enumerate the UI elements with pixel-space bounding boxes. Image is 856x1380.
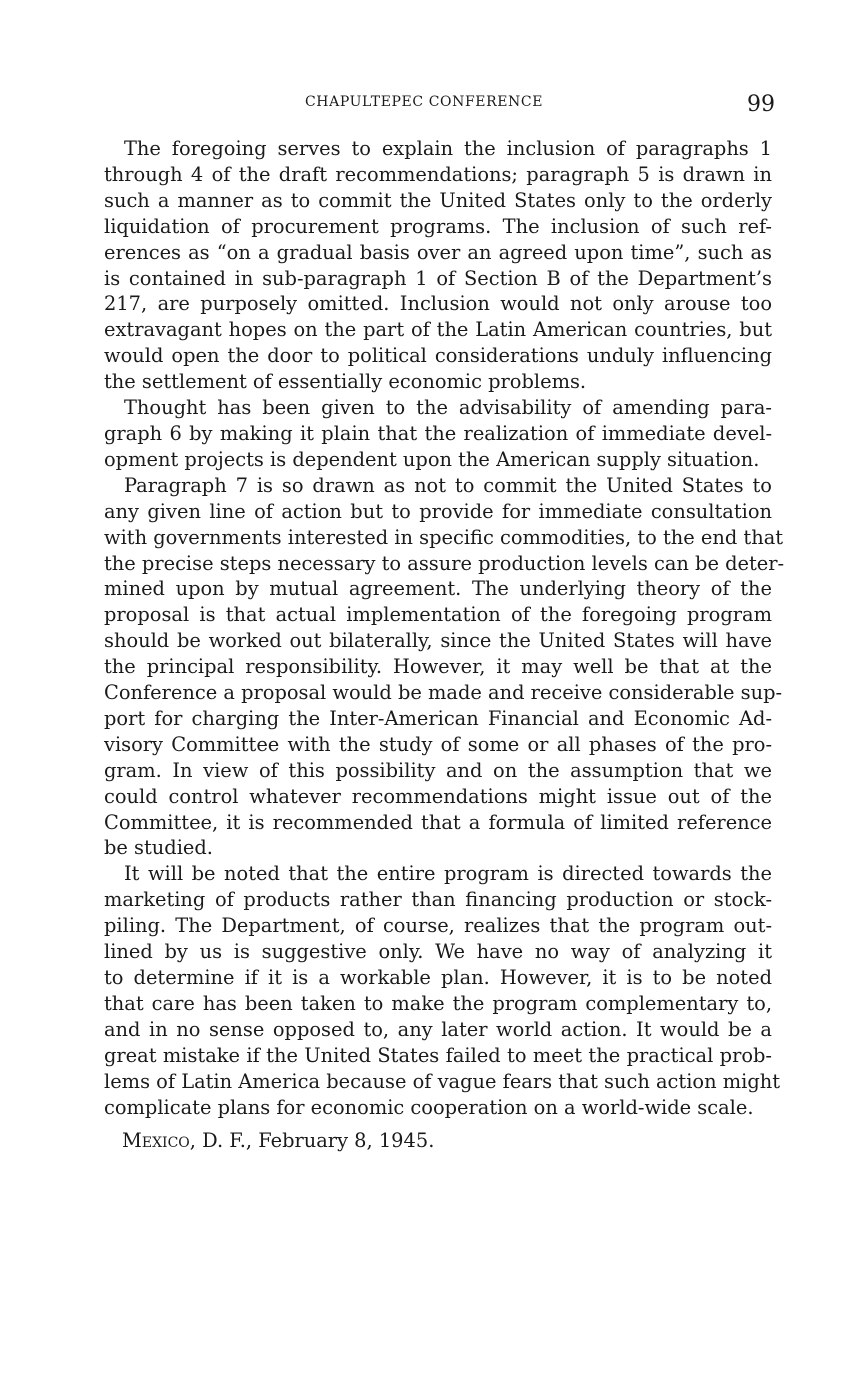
dateline [104,1128,772,1154]
text-line: should be worked out bilaterally, since the United States will have [104,629,772,653]
text-line: the precise steps necessary to assure production levels can be deter- [104,551,785,575]
paragraph-4 [104,861,781,1120]
text-line: Conference a proposal would be made and receive considerable sup- [104,681,783,705]
paragraph-2 [104,395,772,473]
dateline-date: , D. F., February 8, 1945. [189,1129,435,1153]
text-line: It will be noted that the entire program is directed towards the [124,862,772,886]
text-line: and in no sense opposed to, any later world action. It would be a [104,1017,772,1041]
text-line: lined by us is suggestive only. We have no way of analyzing it [104,940,772,964]
text-line: visory Committee with the study of some or all phases of the pro- [104,732,772,756]
text-line: such a manner as to commit the United States only to the orderly [104,188,772,212]
running-title: CHAPULTEPEC CONFERENCE [305,94,544,110]
text-line: would open the door to political considerations unduly influencing [104,344,772,368]
text-line: The foregoing serves to explain the inclusion of paragraphs 1 [124,137,772,160]
text-line: lems of Latin America because of vague fears that such action might [104,1069,781,1093]
text-line: erences as “on a gradual basis over an agreed upon time”, such as [104,240,772,264]
text-line: liquidation of procurement programs. The inclusion of such ref- [104,214,772,238]
text-line: piling. The Department, of course, realizes that the program out- [104,914,772,938]
text-line: graph 6 by making it plain that the realization of immediate devel- [104,421,772,445]
running-head [0,92,856,122]
dateline-place: Mexico [122,1129,190,1153]
text-line: any given line of action but to provide for immediate consultation [104,499,772,523]
text-line: gram. In view of this possibility and on the assumption that we [104,758,772,782]
text-line: Thought has been given to the advisability of amending para- [124,396,772,420]
text-line: complicate plans for economic cooperation on a world-wide scale. [104,1095,754,1119]
text-line: through 4 of the draft recommendations; paragraph 5 is drawn in [104,162,772,186]
text-line: port for charging the Inter-American Financial and Economic Ad- [104,706,772,730]
page-number: 99 [747,92,775,117]
text-line: marketing of products rather than financing production or stock- [104,888,772,912]
text-line: that care has been taken to make the program complementary to, [104,991,772,1015]
text-line: the settlement of essentially economic problems. [104,370,587,394]
text-line: great mistake if the United States failed to meet the practical prob- [104,1043,772,1067]
text-line: could control whatever recommendations might issue out of the [104,784,772,808]
text-line: is contained in sub-paragraph 1 of Section B of the Department’s [104,266,772,290]
text-line: be studied. [104,836,213,860]
paragraph-3 [104,473,785,862]
body-text [104,136,785,1154]
text-line: with governments interested in specific commodities, to the end that [104,525,784,549]
text-line: opment projects is dependent upon the American supply situation. [104,447,760,471]
text-line: the principal responsibility. However, it may well be that at the [104,655,772,679]
text-line: extravagant hopes on the part of the Latin American countries, but [104,318,772,342]
text-line: Paragraph 7 is so drawn as not to commit the United States to [124,473,772,497]
text-line: Committee, it is recommended that a formula of limited reference [104,810,772,834]
text-line: proposal is that actual implementation of the foregoing program [104,603,772,627]
paragraph-1 [104,136,772,395]
text-line: 217, are purposely omitted. Inclusion would not only arouse too [104,292,772,316]
text-line: to determine if it is a workable plan. However, it is to be noted [104,966,772,989]
text-line: mined upon by mutual agreement. The underlying theory of the [104,577,772,601]
